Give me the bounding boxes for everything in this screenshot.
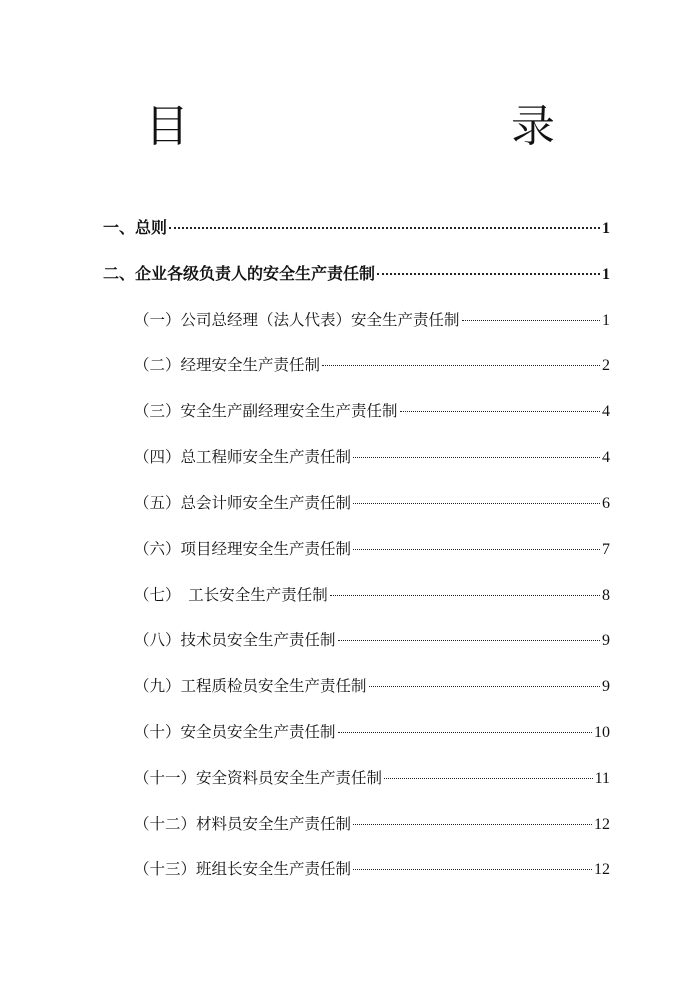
dot-leader bbox=[400, 411, 600, 412]
toc-page-number: 2 bbox=[602, 357, 610, 374]
dot-leader bbox=[369, 686, 600, 687]
toc-entry-label: （四）总工程师安全生产责任制 bbox=[134, 448, 352, 466]
dot-leader bbox=[353, 869, 592, 870]
toc-entry-label: （三）安全生产副经理安全生产责任制 bbox=[134, 402, 398, 420]
toc-page-number: 4 bbox=[602, 403, 610, 420]
toc-entry-label: （九）工程质检员安全生产责任制 bbox=[134, 677, 367, 695]
toc-entry-general-manager[interactable] bbox=[134, 308, 610, 332]
toc-page-number: 6 bbox=[602, 495, 610, 512]
toc-entry-foreman[interactable] bbox=[134, 583, 610, 607]
toc-entry-label: （一）公司总经理（法人代表）安全生产责任制 bbox=[134, 311, 460, 329]
dot-leader bbox=[330, 595, 600, 596]
toc-page-number: 1 bbox=[602, 312, 610, 329]
toc-page-number: 11 bbox=[594, 770, 610, 787]
toc-entry-general[interactable] bbox=[103, 216, 610, 240]
toc-entry-label: （十一）安全资料员安全生产责任制 bbox=[134, 769, 383, 787]
toc-page-number: 9 bbox=[602, 678, 610, 695]
toc-entry-safety-deputy-manager[interactable] bbox=[134, 399, 610, 423]
page-title: 目 录 bbox=[145, 101, 633, 152]
toc-entry-label: （十二）材料员安全生产责任制 bbox=[134, 815, 352, 833]
dot-leader bbox=[353, 457, 600, 458]
toc-entry-project-manager[interactable] bbox=[134, 537, 610, 561]
toc-page-number: 1 bbox=[602, 220, 610, 237]
toc-entry-label: （八）技术员安全生产责任制 bbox=[134, 631, 336, 649]
toc-entry-label: （十）安全员安全生产责任制 bbox=[134, 723, 336, 741]
toc-page-number: 9 bbox=[602, 632, 610, 649]
toc-page-number: 8 bbox=[602, 587, 610, 604]
toc-entry-technician[interactable] bbox=[134, 628, 610, 652]
toc-entry-quality-inspector[interactable] bbox=[134, 674, 610, 698]
toc-entry-chief-engineer[interactable] bbox=[134, 445, 610, 469]
toc-entry-safety-records-clerk[interactable] bbox=[134, 766, 610, 790]
toc-entry-label: （二）经理安全生产责任制 bbox=[134, 356, 321, 374]
toc-entry-materials-clerk[interactable] bbox=[134, 812, 610, 836]
toc-page-number: 10 bbox=[594, 724, 610, 741]
toc-entry-label: （十三）班组长安全生产责任制 bbox=[134, 860, 352, 878]
toc-entry-manager[interactable] bbox=[134, 353, 610, 377]
dot-leader bbox=[384, 778, 593, 779]
toc-page-number: 4 bbox=[602, 449, 610, 466]
toc-entry-label: （七） 工长安全生产责任制 bbox=[134, 586, 328, 604]
toc-entry-team-leader[interactable] bbox=[134, 857, 610, 881]
dot-leader bbox=[169, 227, 600, 229]
dot-leader bbox=[322, 365, 600, 366]
toc-entry-label: （五）总会计师安全生产责任制 bbox=[134, 494, 352, 512]
dot-leader bbox=[462, 320, 600, 321]
toc-entry-chief-accountant[interactable] bbox=[134, 491, 610, 515]
dot-leader bbox=[377, 273, 600, 275]
toc-entry-safety-officer[interactable] bbox=[134, 720, 610, 744]
toc-entry-leadership-responsibility[interactable] bbox=[103, 262, 610, 286]
toc-entry-label: （六）项目经理安全生产责任制 bbox=[134, 540, 352, 558]
dot-leader bbox=[353, 549, 600, 550]
toc-page-number: 7 bbox=[602, 541, 610, 558]
toc-page-number: 12 bbox=[594, 861, 610, 878]
dot-leader bbox=[353, 824, 592, 825]
toc-page-number: 12 bbox=[594, 816, 610, 833]
dot-leader bbox=[338, 732, 592, 733]
dot-leader bbox=[338, 640, 600, 641]
toc-entry-label: 二、企业各级负责人的安全生产责任制 bbox=[103, 264, 376, 283]
toc-page-number: 1 bbox=[602, 266, 610, 283]
dot-leader bbox=[353, 503, 600, 504]
toc-entry-label: 一、总则 bbox=[103, 218, 168, 237]
